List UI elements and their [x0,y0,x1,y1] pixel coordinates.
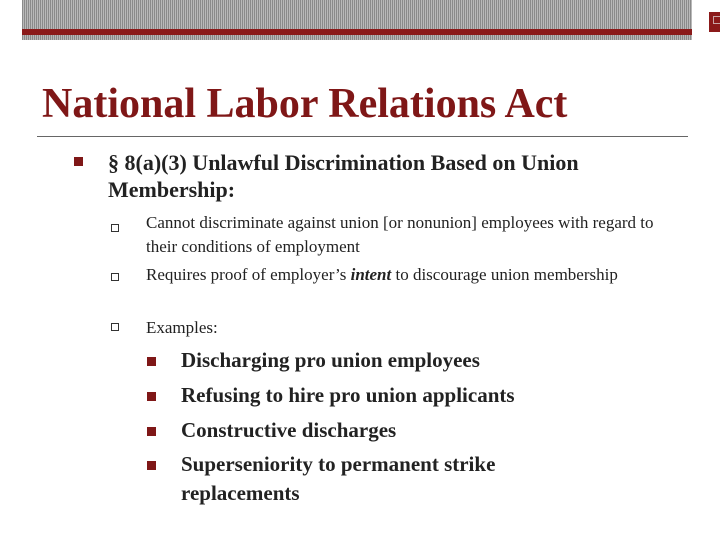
hollow-square-icon [111,273,119,281]
square-bullet-icon [147,357,156,366]
square-bullet-icon [147,392,156,401]
hollow-square-icon [111,323,119,331]
main-bullet-text: § 8(a)(3) Unlawful Discrimination Based on Union Membership: [108,150,579,202]
slide-title: National Labor Relations Act [42,81,568,127]
example-item-3: Constructive discharges [181,418,397,442]
example-item-1: Discharging pro union employees [181,348,480,372]
title-divider [37,136,688,137]
example-item-2: Refusing to hire pro union applicants [181,383,515,407]
red-band [22,29,692,35]
corner-square-icon [709,12,720,32]
example-item-4: Superseniority to permanent strike replacements [181,452,496,505]
sub-bullet-2-suffix: to discourage union membership [391,265,618,284]
sub-bullet-text-2 [146,263,676,287]
sub-bullet-text-3: Examples: [146,318,218,337]
top-decorative-bar [22,0,709,40]
sub-bullet-2-prefix: Requires proof of employer’s [146,265,351,284]
square-bullet-icon [147,461,156,470]
square-bullet-icon [74,157,83,166]
hollow-square-icon [111,224,119,232]
square-bullet-icon [147,427,156,436]
sub-bullet-text-1: Cannot discriminate against union [or nonunion] employees with regard to their conditions of employment [146,213,654,256]
emphasis-intent: intent [350,265,392,284]
